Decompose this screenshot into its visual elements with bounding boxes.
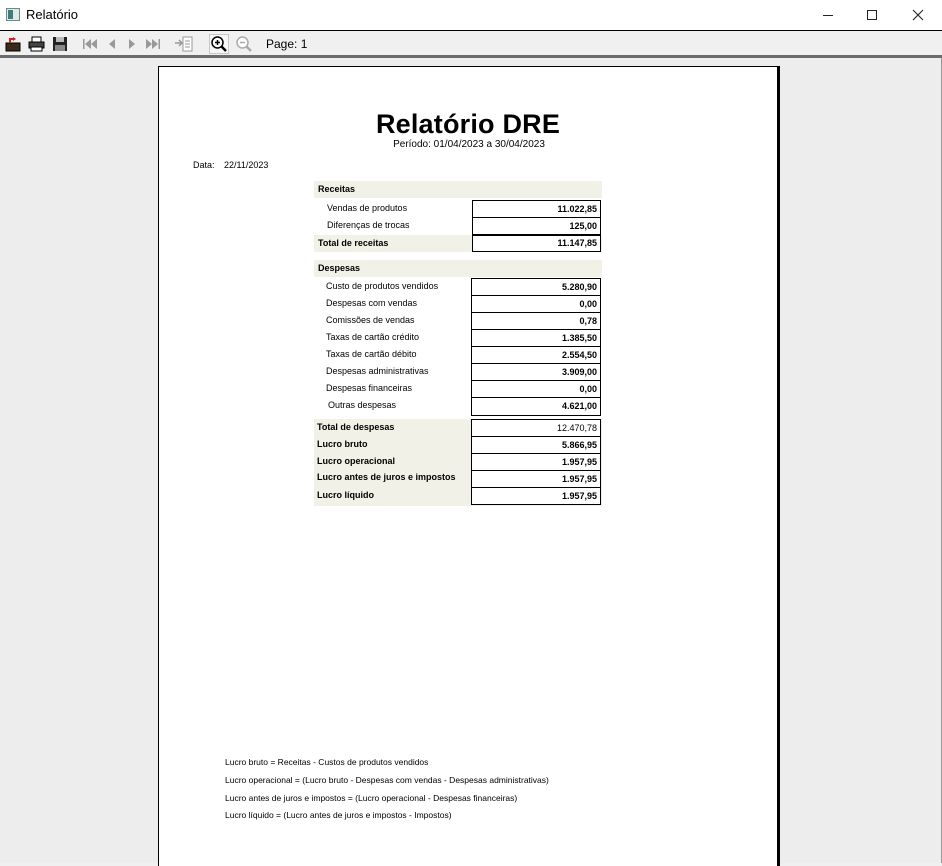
total-receitas-label: Total de receitas — [318, 238, 389, 248]
zoom-out-button[interactable] — [234, 34, 254, 54]
receita-label: Vendas de produtos — [327, 203, 408, 213]
despesa-label: Taxas de cartão crédito — [326, 332, 420, 342]
summary-value: 1.957,95 — [471, 470, 601, 488]
last-page-button[interactable] — [143, 34, 163, 54]
despesa-value: 2.554,50 — [471, 346, 601, 364]
first-page-button[interactable] — [80, 34, 100, 54]
despesa-label: Despesas administrativas — [326, 366, 429, 376]
summary-label: Lucro bruto — [317, 439, 368, 449]
page-indicator: Page: 1 — [266, 37, 308, 51]
formula-lucro-operacional: Lucro operacional = (Lucro bruto - Despesas com vendas - Despesas administrativas) — [225, 775, 549, 785]
zoom-in-icon — [210, 35, 228, 53]
goto-page-icon — [174, 35, 194, 53]
summary-value: 5.866,95 — [471, 436, 601, 454]
despesas-header: Despesas — [318, 263, 361, 273]
despesas-header-band — [314, 260, 602, 277]
date-value: 22/11/2023 — [224, 160, 269, 170]
minimize-icon — [823, 15, 833, 16]
despesa-label: Despesas financeiras — [326, 383, 413, 393]
formula-lucro-antes-juros: Lucro antes de juros e impostos = (Lucro operacional - Despesas financeiras) — [225, 793, 518, 803]
last-page-icon — [144, 37, 162, 51]
despesa-value: 3.909,00 — [471, 363, 601, 381]
report-window-icon — [6, 8, 20, 21]
print-icon — [27, 35, 45, 53]
receita-label: Diferenças de trocas — [327, 220, 410, 230]
despesa-label: Taxas de cartão débito — [326, 349, 417, 359]
summary-value: 1.957,95 — [471, 453, 601, 471]
next-page-button[interactable] — [122, 34, 142, 54]
close-button[interactable] — [895, 0, 941, 30]
open-icon — [4, 35, 22, 53]
despesa-value: 4.621,00 — [471, 397, 601, 416]
formula-lucro-bruto: Lucro bruto = Receitas - Custos de produtos vendidos — [225, 757, 429, 767]
open-button[interactable] — [3, 34, 23, 54]
toolbar — [0, 30, 942, 58]
summary-label: Lucro líquido — [317, 490, 374, 500]
despesa-value: 0,00 — [471, 380, 601, 398]
despesa-label: Despesas com vendas — [326, 298, 418, 308]
receita-value: 11.022,85 — [472, 200, 601, 218]
maximize-icon — [867, 10, 877, 20]
despesa-value: 0,78 — [471, 312, 601, 330]
title-bar — [0, 0, 942, 30]
close-icon — [912, 9, 924, 21]
despesa-value: 1.385,50 — [471, 329, 601, 347]
preview-area[interactable] — [0, 58, 942, 863]
date-label: Data: — [193, 160, 215, 170]
despesa-value: 5.280,90 — [471, 278, 601, 296]
receitas-header: Receitas — [318, 184, 356, 194]
zoom-out-icon — [235, 35, 253, 53]
despesa-label: Comissões de vendas — [326, 315, 415, 325]
despesa-label: Outras despesas — [328, 400, 397, 410]
minimize-button[interactable] — [805, 0, 851, 30]
despesa-value: 0,00 — [471, 295, 601, 313]
previous-page-icon — [106, 37, 118, 51]
report-period: Período: 01/04/2023 a 30/04/2023 — [393, 139, 545, 150]
summary-label: Lucro antes de juros e impostos — [317, 472, 456, 482]
previous-page-button[interactable] — [102, 34, 122, 54]
summary-value: 1.957,95 — [471, 487, 601, 505]
total-receitas-value: 11.147,85 — [472, 234, 601, 252]
report-title: Relatório DRE — [375, 109, 561, 139]
receita-value: 125,00 — [472, 217, 601, 235]
save-icon — [51, 35, 69, 53]
summary-label: Lucro operacional — [317, 456, 396, 466]
first-page-icon — [81, 37, 99, 51]
window-title: Relatório — [26, 7, 79, 22]
summary-label: Total de despesas — [317, 422, 395, 432]
despesa-label: Custo de produtos vendidos — [326, 281, 439, 291]
maximize-button[interactable] — [849, 0, 895, 30]
formula-lucro-liquido: Lucro líquido = (Lucro antes de juros e impostos - Impostos) — [225, 810, 452, 820]
zoom-in-button[interactable] — [209, 34, 229, 54]
save-button[interactable] — [50, 34, 70, 54]
report-page — [158, 66, 780, 866]
goto-page-button[interactable] — [174, 34, 194, 54]
receitas-header-band — [314, 181, 602, 198]
next-page-icon — [126, 37, 138, 51]
summary-value: 12.470,78 — [471, 419, 601, 437]
print-button[interactable] — [26, 34, 46, 54]
